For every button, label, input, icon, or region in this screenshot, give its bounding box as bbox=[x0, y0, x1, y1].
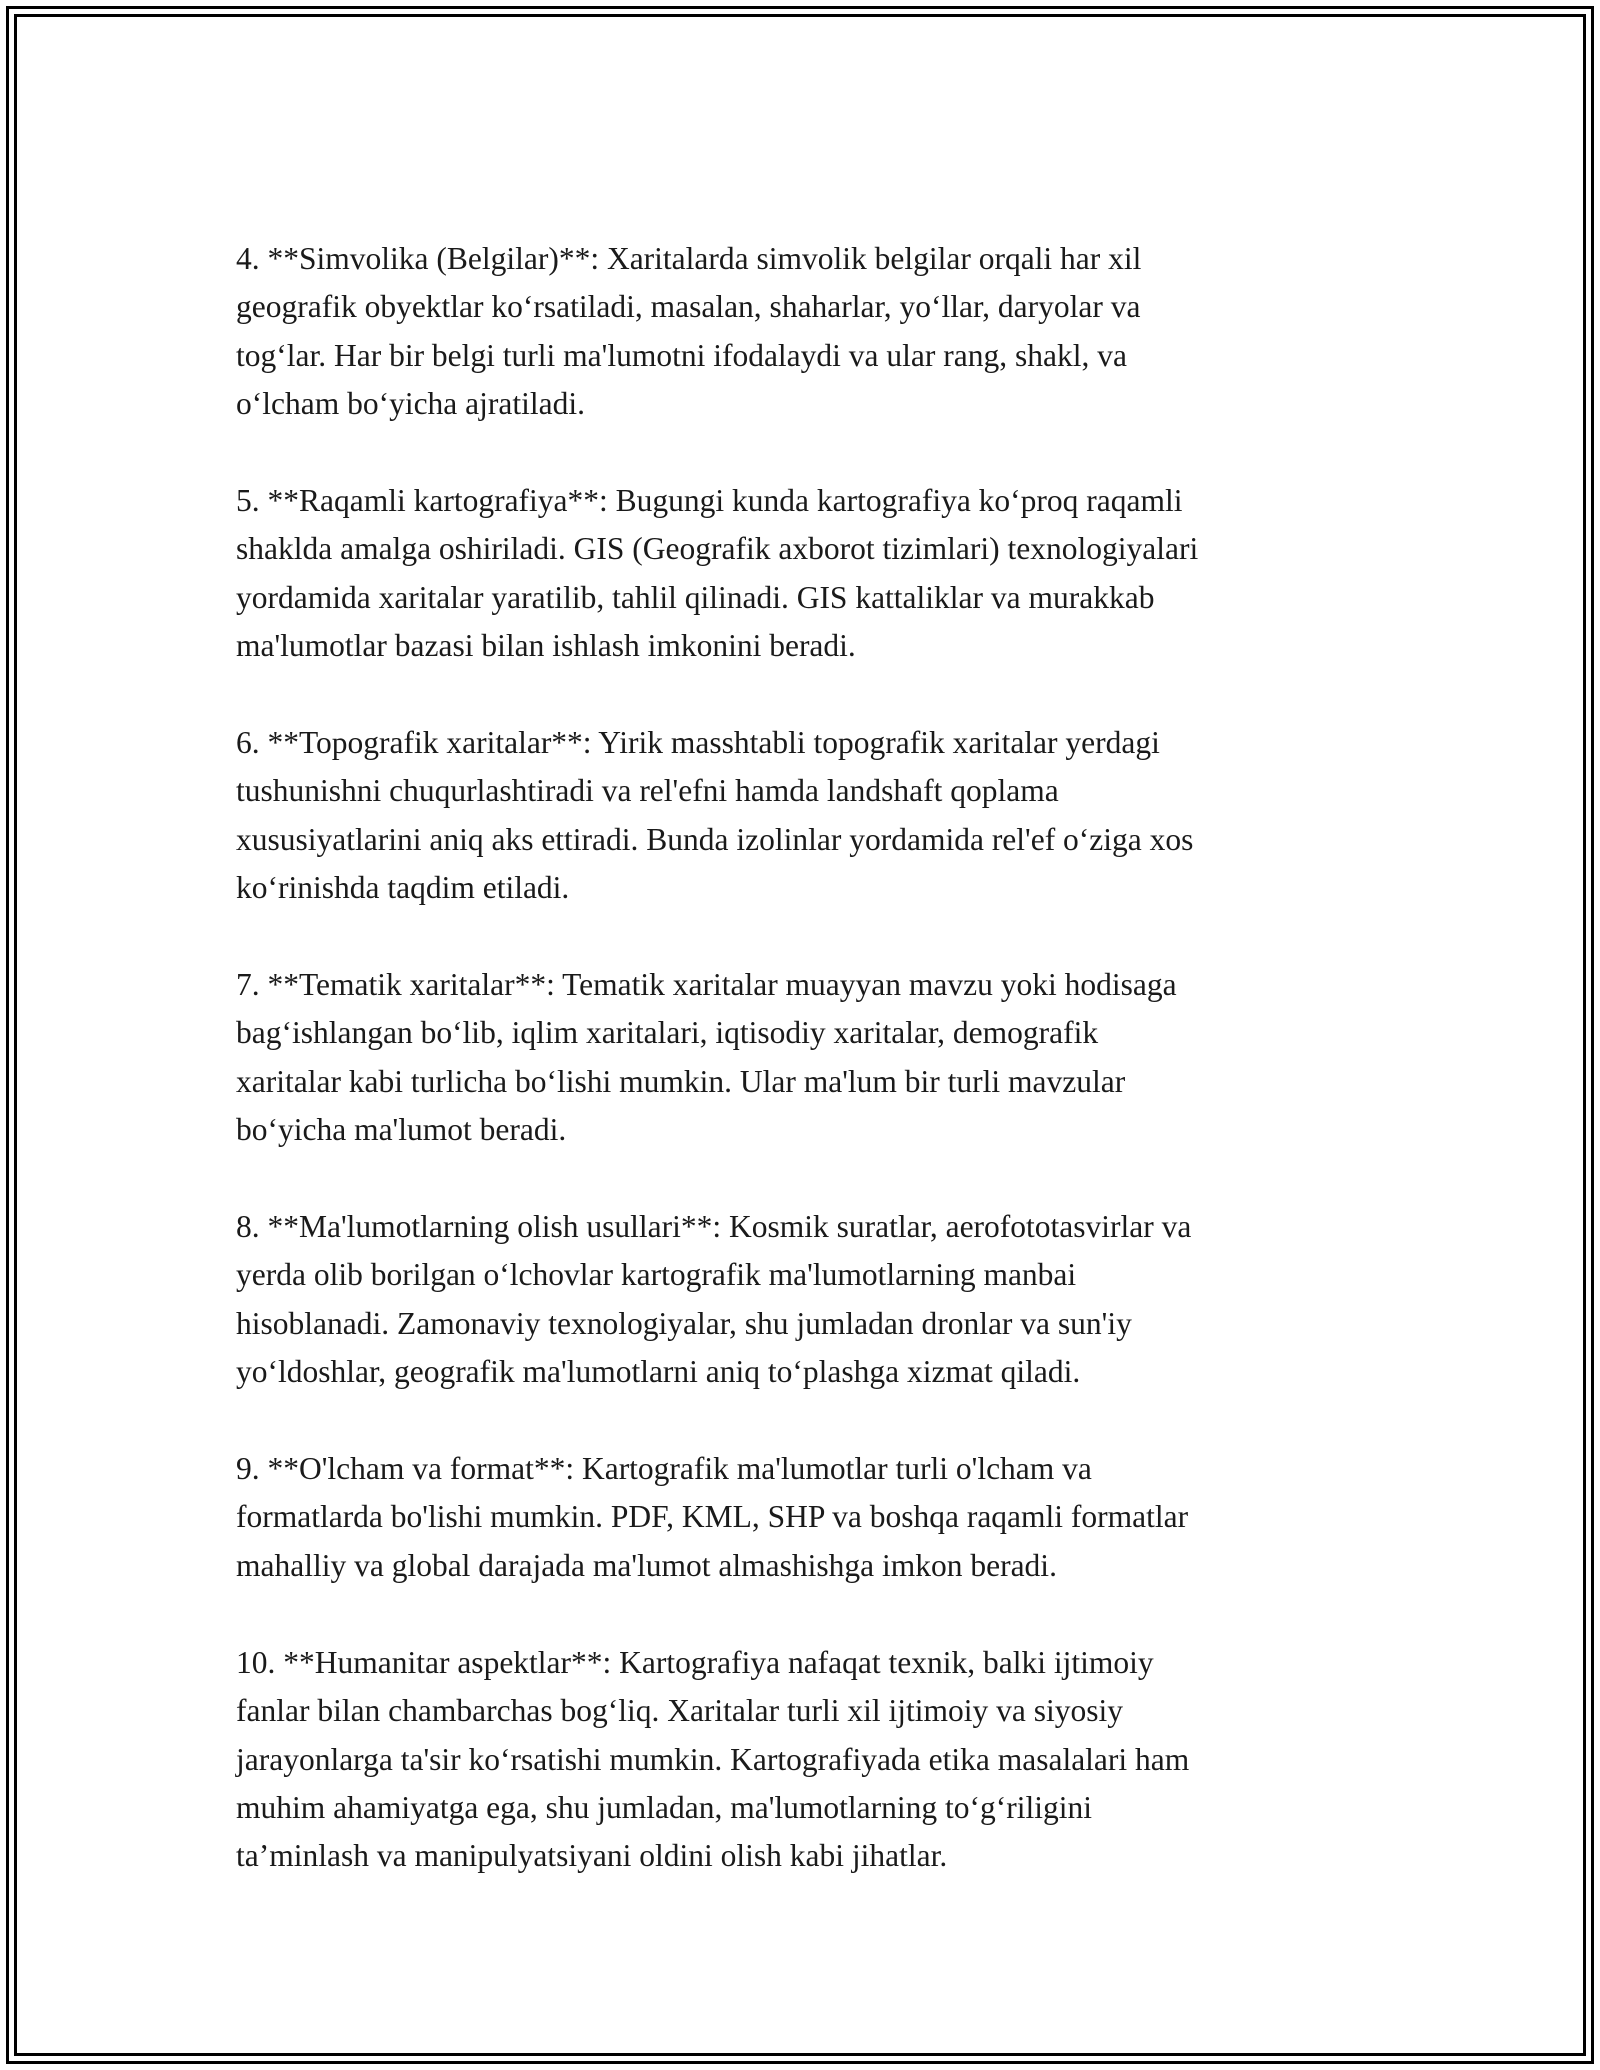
paragraph-topografik-xaritalar bbox=[236, 719, 1386, 913]
text-line: yordamida xaritalar yaratilib, tahlil qilinadi. GIS kattaliklar va murakkab bbox=[236, 579, 1155, 615]
paragraph-malumot-olish-usullari bbox=[236, 1203, 1386, 1397]
text-line: boʻyicha ma'lumot beradi. bbox=[236, 1112, 567, 1148]
text-line: yerda olib borilgan oʻlchovlar kartografik ma'lumotlarning manbai bbox=[236, 1257, 1077, 1293]
text-line: tushunishni chuqurlashtiradi va rel'efni hamda landshaft qoplama bbox=[236, 773, 1059, 809]
paragraph-tematik-xaritalar bbox=[236, 961, 1386, 1155]
text-line: ma'lumotlar bazasi bilan ishlash imkonini beradi. bbox=[236, 628, 856, 664]
paragraph-simvolika bbox=[236, 235, 1386, 429]
text-line: bagʻishlangan boʻlib, iqlim xaritalari, iqtisodiy xaritalar, demografik bbox=[236, 1015, 1099, 1051]
text-line: muhim ahamiyatga ega, shu jumladan, ma'lumotlarning toʻgʻriligini bbox=[236, 1789, 1092, 1825]
text-line: 7. **Tematik xaritalar**: Tematik xaritalar muayyan mavzu yoki hodisaga bbox=[236, 967, 1177, 1003]
text-line: yoʻldoshlar, geografik ma'lumotlarni aniq toʻplashga xizmat qiladi. bbox=[236, 1354, 1081, 1390]
text-line: hisoblanadi. Zamonaviy texnologiyalar, shu jumladan dronlar va sun'iy bbox=[236, 1305, 1132, 1341]
paragraph-raqamli-kartografiya bbox=[236, 477, 1386, 671]
text-line: 4. **Simvolika (Belgilar)**: Xaritalarda simvolik belgilar orqali har xil bbox=[236, 241, 1142, 276]
text-line: geografik obyektlar koʻrsatiladi, masalan, shaharlar, yoʻllar, daryolar va bbox=[236, 289, 1141, 325]
paragraph-olcham-va-format bbox=[236, 1445, 1386, 1590]
text-line: xususiyatlarini aniq aks ettiradi. Bunda izolinlar yordamida rel'ef oʻziga xos bbox=[236, 821, 1194, 857]
text-line: 5. **Raqamli kartografiya**: Bugungi kunda kartografiya koʻproq raqamli bbox=[236, 483, 1183, 519]
text-line: 8. **Ma'lumotlarning olish usullari**: Kosmik suratlar, aerofototasvirlar va bbox=[236, 1209, 1192, 1245]
text-line: 6. **Topografik xaritalar**: Yirik masshtabli topografik xaritalar yerdagi bbox=[236, 725, 1160, 761]
text-line: formatlarda bo'lishi mumkin. PDF, KML, SHP va boshqa raqamli formatlar bbox=[236, 1499, 1189, 1535]
text-line: mahalliy va global darajada ma'lumot almashishga imkon beradi. bbox=[236, 1547, 1057, 1583]
text-line: togʻlar. Har bir belgi turli ma'lumotni ifodalaydi va ular rang, shakl, va bbox=[236, 337, 1127, 373]
text-line: fanlar bilan chambarchas bogʻliq. Xaritalar turli xil ijtimoiy va siyosiy bbox=[236, 1693, 1124, 1729]
text-line: 9. **O'lcham va format**: Kartografik ma'lumotlar turli o'lcham va bbox=[236, 1451, 1092, 1487]
text-line: shaklda amalga oshiriladi. GIS (Geografik axborot tizimlari) texnologiyalari bbox=[236, 531, 1199, 567]
text-line: 10. **Humanitar aspektlar**: Kartografiya nafaqat texnik, balki ijtimoiy bbox=[236, 1644, 1154, 1680]
text-line: koʻrinishda taqdim etiladi. bbox=[236, 870, 570, 906]
paragraph-humanitar-aspektlar bbox=[236, 1639, 1386, 1881]
text-line: ta’minlash va manipulyatsiyani oldini olish kabi jihatlar. bbox=[236, 1838, 948, 1874]
text-line: xaritalar kabi turlicha boʻlishi mumkin. Ular ma'lum bir turli mavzular bbox=[236, 1063, 1126, 1099]
text-line: oʻlcham boʻyicha ajratiladi. bbox=[236, 386, 585, 422]
text-line: jarayonlarga ta'sir koʻrsatishi mumkin. Kartografiyada etika masalalari ham bbox=[236, 1741, 1190, 1777]
document-body bbox=[236, 235, 1386, 1881]
